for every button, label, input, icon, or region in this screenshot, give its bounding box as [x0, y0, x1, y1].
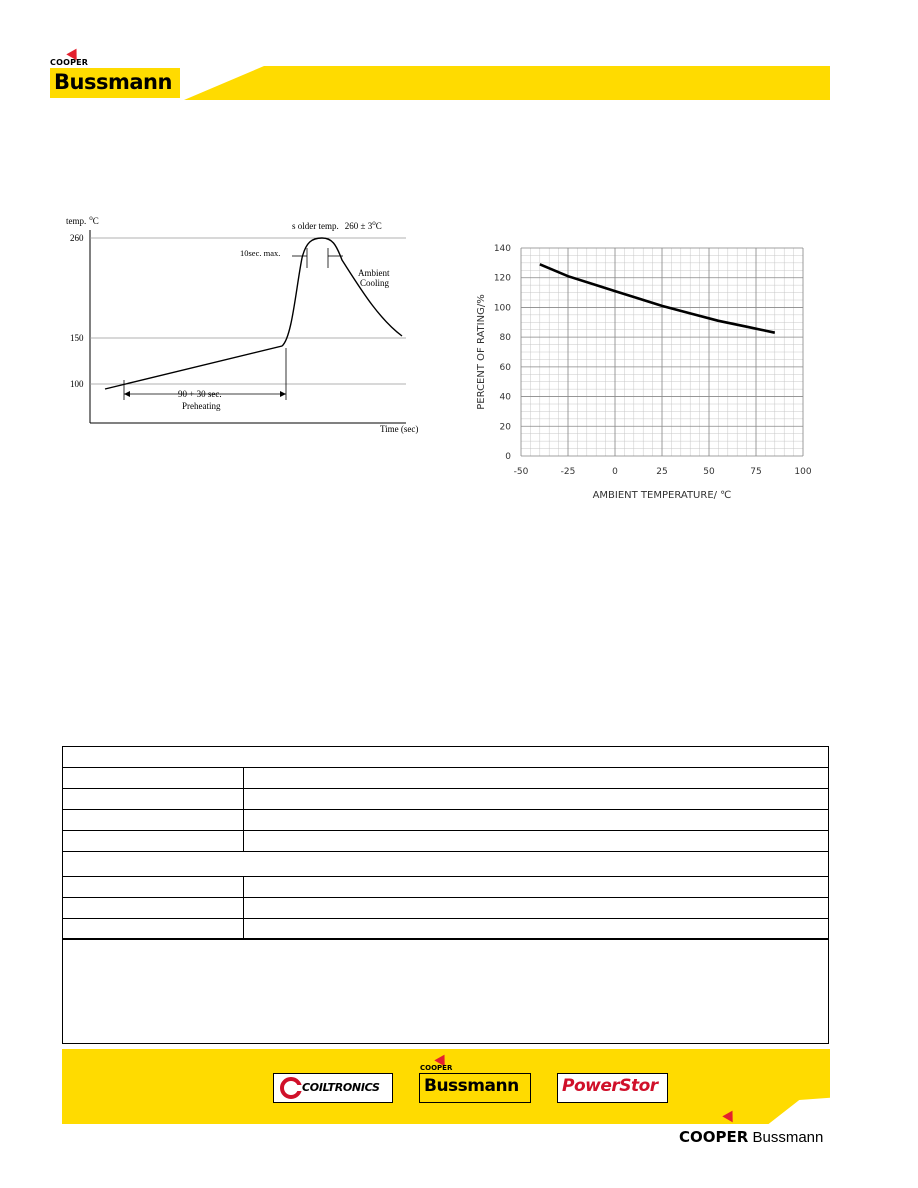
- x-tick-label: 0: [612, 467, 618, 477]
- footer-bussmann-logo: [419, 1073, 531, 1103]
- coiltronics-logo: [273, 1073, 393, 1103]
- table-row: [63, 831, 829, 852]
- y-tick-label: 60: [499, 362, 511, 373]
- y-tick-label: 0: [505, 452, 511, 462]
- powerstor-logo: [557, 1073, 668, 1103]
- coiltronics-ring-icon: [280, 1077, 302, 1099]
- y-tick-label: 140: [493, 244, 511, 254]
- y-tick-150: 150: [70, 333, 84, 343]
- table-row: [63, 768, 829, 789]
- preheat-arrow-right-icon: [280, 391, 286, 397]
- table-row: [63, 877, 829, 898]
- preheat-time-label: 90 + 30 sec.: [178, 389, 222, 399]
- preheat-arrow-left-icon: [124, 391, 130, 397]
- table-row: [63, 810, 829, 831]
- spec-table: [62, 746, 829, 940]
- y-unit-label: temp. $^o$C: [66, 214, 99, 226]
- preheat-label: Preheating: [182, 401, 221, 411]
- x-tick-label: -25: [560, 467, 576, 477]
- y-axis-label: PERCENT OF RATING/%: [476, 294, 487, 410]
- max-time-label: 10sec. max.: [240, 248, 281, 258]
- table-section-row: [63, 852, 829, 877]
- x-tick-label: 100: [794, 467, 812, 477]
- x-axis-label: AMBIENT TEMPERATURE/ ℃: [592, 490, 732, 501]
- x-tick-label: 50: [703, 467, 715, 477]
- solder-profile-chart: [60, 208, 430, 440]
- table-section-row: [63, 747, 829, 768]
- header-bussmann-text: Bussmann: [54, 70, 172, 94]
- table-row: [63, 898, 829, 919]
- y-tick-label: 100: [493, 303, 511, 314]
- y-tick-label: 20: [499, 422, 511, 433]
- footer-bussmann-text: Bussmann: [424, 1076, 519, 1096]
- peak-temp-label: s older temp. $260 \pm 3^oC$: [292, 219, 382, 231]
- y-tick-260: 260: [70, 233, 84, 243]
- header-cooper-label: COOPER: [50, 58, 89, 67]
- table-row: [63, 789, 829, 810]
- y-tick-label: 40: [499, 392, 511, 403]
- bottom-bussmann-text: Bussmann: [752, 1129, 824, 1146]
- footer-cooper-label: COOPER: [420, 1064, 453, 1072]
- y-tick-label: 120: [493, 273, 511, 284]
- table-row: [63, 919, 829, 940]
- notes-box: [62, 938, 829, 1044]
- y-tick-label: 80: [499, 333, 511, 344]
- x-tick-label: 25: [656, 467, 668, 477]
- x-axis-label: Time (sec): [380, 424, 419, 434]
- solder-profile-curve: [105, 238, 402, 389]
- bottom-cooper-text: COOPER: [679, 1128, 749, 1146]
- powerstor-text: PowerStor: [562, 1076, 658, 1096]
- cooling-label-1: Ambient: [358, 268, 390, 278]
- derating-chart: [466, 236, 826, 506]
- header-yellow-band: [184, 66, 830, 100]
- bottom-cooper-bussmann-logo: [679, 1128, 823, 1146]
- cooling-label-2: Cooling: [360, 278, 390, 288]
- x-tick-label: -50: [513, 467, 529, 477]
- header-bussmann-logo: [50, 68, 180, 98]
- y-tick-100: 100: [70, 379, 84, 389]
- x-tick-label: 75: [750, 467, 762, 477]
- coiltronics-text: COILTRONICS: [302, 1081, 380, 1094]
